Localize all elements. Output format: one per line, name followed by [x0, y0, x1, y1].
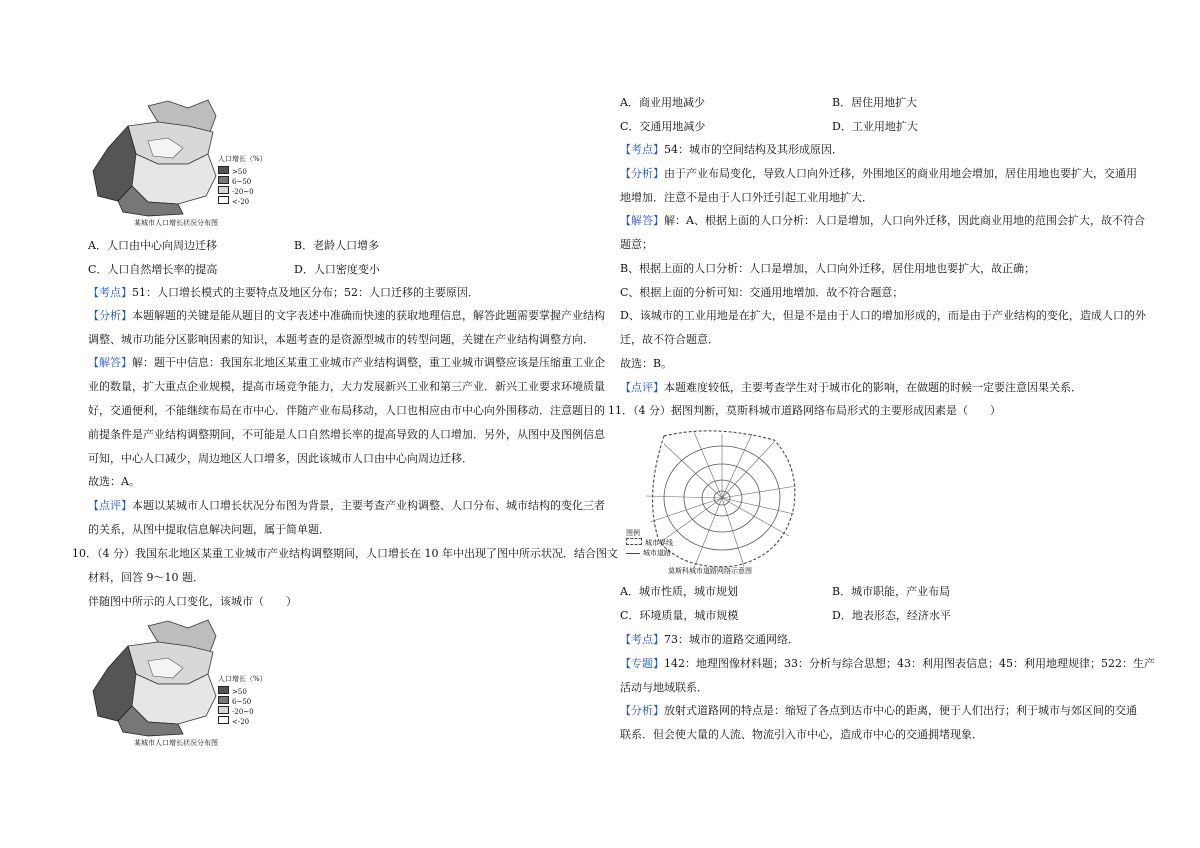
kaodian-text: 51：人口增长模式的主要特点及地区分布；52：人口迁移的主要原因．: [132, 286, 479, 299]
kaodian-tag: 【考点】: [620, 143, 664, 156]
zhuanti-tag: 【专题】: [620, 657, 664, 670]
jieda-line: C、根据上面的分析可知：交通用地增加．故不符合题意；: [620, 286, 904, 299]
legend-list: [218, 166, 254, 206]
kaodian: 【考点】73：城市的道路交通网络．: [620, 633, 799, 646]
option-c: C．环境质量，城市规模: [620, 609, 739, 622]
legend-list: [218, 686, 254, 726]
moscow-road-network-map: [624, 426, 804, 576]
map-legend: [626, 528, 673, 558]
jieda-line: B、根据上面的人口分析：人口是增加，人口向外迁移，居住用地也要扩大，故正确；: [620, 262, 1036, 275]
dianping-line: 【点评】本题难度较低，主要考查学生对于城市化的影响，在做题的时候一定要注意因果关系．: [620, 381, 1082, 394]
fenxi-line: 联系．但会使大量的人流、物流引入市中心，造成市中心的交通拥堵现象．: [620, 728, 983, 741]
dianping-line: 的关系，从图中提取信息解决问题，属于简单题．: [88, 523, 330, 536]
option-d: D．人口密度变小: [294, 263, 380, 276]
legend-title: 人口增长（%）: [218, 675, 267, 683]
legend-item: -20~0: [218, 706, 254, 716]
legend-item: 6~50: [218, 696, 254, 706]
legend-item: <-20: [218, 196, 254, 206]
figure-caption: 某城市人口增长状况分布图: [134, 219, 218, 227]
kaodian-tag: 【考点】: [88, 286, 132, 299]
legend-item: 6~50: [218, 176, 254, 186]
q11-stem: 11．（4 分）据图判断，莫斯科城市道路网络布局形式的主要形成因素是（ ）: [608, 404, 1001, 417]
fenxi-line: 【分析】本题解题的关键是能从题目的文字表述中准确而快速的获取地理信息，解答此题需要掌握产业结构: [88, 309, 605, 322]
legend-item: <-20: [218, 716, 254, 726]
fenxi-line: 【分析】由于产业布局变化，导致人口向外迁移，外围地区的商业用地会增加，居住用地也要扩大，交通用: [620, 167, 1137, 180]
jieda-line: 好，交通便利，不能继续布局在市中心．伴随产业布局移动，人口也相应由市中心向外围移动．注意题目的: [88, 404, 605, 417]
kaodian: [88, 285, 479, 301]
dianping-tag: 【点评】: [88, 499, 132, 512]
option-b: B．居住用地扩大: [832, 96, 918, 109]
legend-item: >50: [218, 686, 254, 696]
jieda-line: D、该城市的工业用地是在扩大，但是不是由于人口的增加形成的，而是由于产业结构的变化，造成人口的外: [620, 309, 1146, 322]
jieda-line: 【解答】解：A、根据上面的人口分析：人口是增加，人口向外迁移，因此商业用地的范围会扩大，故不符合: [620, 214, 1145, 227]
fenxi-line: 调整、城市功能分区影响因素的知识，本题考查的是资源型城市的转型问题，关键在产业结构调整方向．: [88, 333, 594, 346]
jieda-line: 【解答】解：题干中信息：我国东北地区某重工业城市产业结构调整，重工业城市调整应该是压缩重工业企: [88, 356, 605, 369]
option-c: C．交通用地减少: [620, 120, 706, 133]
zhuanti-line: 活动与地域联系．: [620, 681, 708, 694]
dianping-tag: 【点评】: [620, 381, 664, 394]
jieda-tag: 【解答】: [88, 356, 132, 369]
option-b: B．老龄人口增多: [294, 239, 380, 252]
option-a: A．人口由中心向周边迁移: [88, 239, 217, 252]
kaodian-tag: 【考点】: [620, 633, 664, 646]
dianping-line: 【点评】本题以某城市人口增长状况分布图为背景，主要考查产业构调整、人口分布、城市结构的变化三者: [88, 499, 605, 512]
legend-title: 人口增长（%）: [218, 155, 267, 163]
fenxi-line: 【分析】放射式道路网的特点是：缩短了各点到达市中心的距离，便于人们出行；利于城市与郊区间的交通: [620, 704, 1137, 717]
zhuanti-line: 【专题】142：地理图像材料题；33：分析与综合思想；43：利用图表信息；45：利用地理规律；522：生产: [620, 657, 1155, 670]
legend-title: 图例: [626, 529, 640, 537]
figure-caption: 莫斯科城市道路网络示意图: [668, 567, 752, 575]
q10-stem-line: 伴随图中所示的人口变化，该城市（ ）: [88, 595, 297, 608]
legend-item: >50: [218, 166, 254, 176]
jieda-line: 题意；: [620, 238, 653, 251]
legend-item: 城市道路: [626, 548, 673, 558]
answer: 故选：A。: [88, 475, 140, 488]
population-growth-map-2: [88, 616, 288, 751]
jieda-line: 可知，中心人口减少，周边地区人口增多，因此该城市人口由中心向周边迁移．: [88, 452, 473, 465]
fenxi-tag: 【分析】: [620, 704, 664, 717]
q10-stem-line: 10．（4 分）我国东北地区某重工业城市产业结构调整期间，人口增长在 10 年中出现了图中所示状况．结合图文: [72, 547, 618, 560]
figure-caption: 某城市人口增长状况分布图: [134, 739, 218, 747]
jieda-line: 迁，故不符合题意．: [620, 333, 719, 346]
fenxi-tag: 【分析】: [620, 167, 664, 180]
population-growth-map-1: [88, 96, 288, 231]
fenxi-line: 地增加．注意不是由于人口外迁引起工业用地扩大．: [620, 191, 873, 204]
option-a: A．商业用地减少: [620, 96, 705, 109]
option-d: D．工业用地扩大: [832, 120, 918, 133]
kaodian: 【考点】54：城市的空间结构及其形成原因．: [620, 143, 843, 156]
q10-stem-line: 材料，回答 9～10 题．: [88, 571, 204, 584]
answer: 故选：B。: [620, 357, 673, 370]
option-b: B．城市职能，产业布局: [832, 585, 951, 598]
jieda-tag: 【解答】: [620, 214, 664, 227]
option-d: D．地表形态，经济水平: [832, 609, 951, 622]
jieda-line: 前提条件是产业结构调整期间，不可能是人口自然增长率的提高导致的人口增加．另外，从图中及图例信息: [88, 428, 605, 441]
jieda-line: 业的数量，扩大重点企业规模，提高市场竞争能力，大力发展新兴工业和第三产业．新兴工业要求环境质量: [88, 380, 605, 393]
option-c: C．人口自然增长率的提高: [88, 263, 218, 276]
fenxi-tag: 【分析】: [88, 309, 132, 322]
option-a: A．城市性质，城市规划: [620, 585, 738, 598]
legend-item: 城市界线: [626, 538, 673, 548]
legend-item: -20~0: [218, 186, 254, 196]
